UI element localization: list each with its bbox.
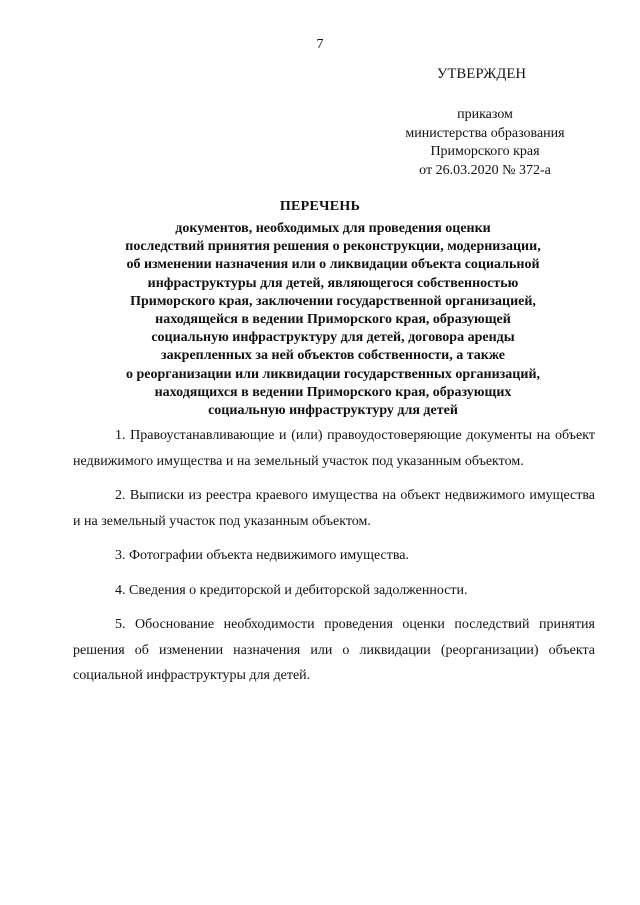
list-item: 2. Выписки из реестра краевого имущества на объект недвижимого имущества и на земельный участок под указанным объектом. xyxy=(73,488,595,529)
subtitle-line: о реорганизации или ликвидации государственных организаций, xyxy=(125,366,541,382)
list-item: 1. Правоустанавливающие и (или) правоудостоверяющие документы на объект недвижимого имущества и на земельный участок под указанным объектом. xyxy=(73,428,595,469)
approval-date-line: от 26.03.2020 № 372-а xyxy=(419,162,551,178)
subtitle-line: закрепленных за ней объектов собственности, а также xyxy=(160,348,506,364)
approval-line: министерства образования xyxy=(405,125,565,141)
approval-line: приказом xyxy=(457,107,513,122)
subtitle-line: находящейся в ведении Приморского края, образующей xyxy=(155,312,511,328)
subtitle-line: об изменении назначения или о ликвидации объекта социальной xyxy=(126,257,540,273)
document-subtitle xyxy=(0,220,640,420)
page-number: 7 xyxy=(316,37,324,52)
subtitle-line: документов, необходимых для проведения оценки xyxy=(175,221,491,236)
approval-heading: УТВЕРЖДЕН xyxy=(437,66,527,82)
list-item: 4. Сведения о кредиторской и дебиторской задолженности. xyxy=(115,582,468,598)
subtitle-line: находящихся в ведении Приморского края, образующих xyxy=(154,384,512,400)
approval-line: Приморского края xyxy=(430,144,540,159)
subtitle-line: Приморского края, заключении государственной организацией, xyxy=(130,293,536,309)
document-title: ПЕРЕЧЕНЬ xyxy=(279,199,361,214)
subtitle-line: социальную инфраструктуру для детей xyxy=(208,403,458,419)
approval-block xyxy=(370,106,600,180)
list-item: 3. Фотографии объекта недвижимого имущества. xyxy=(115,548,409,563)
list-item: 5. Обоснование необходимости проведения оценки последствий принятия решения об изменении назначения или о ликвидации (реорганизации) объекта социальной инфраструктуры для детей. xyxy=(73,617,595,683)
subtitle-line: социальную инфраструктуру для детей, договора аренды xyxy=(151,330,515,346)
subtitle-line: последствий принятия решения о реконструкции, модернизации, xyxy=(125,239,541,255)
subtitle-line: инфраструктуры для детей, являющегося собственностью xyxy=(147,275,519,291)
document-list xyxy=(73,423,595,698)
